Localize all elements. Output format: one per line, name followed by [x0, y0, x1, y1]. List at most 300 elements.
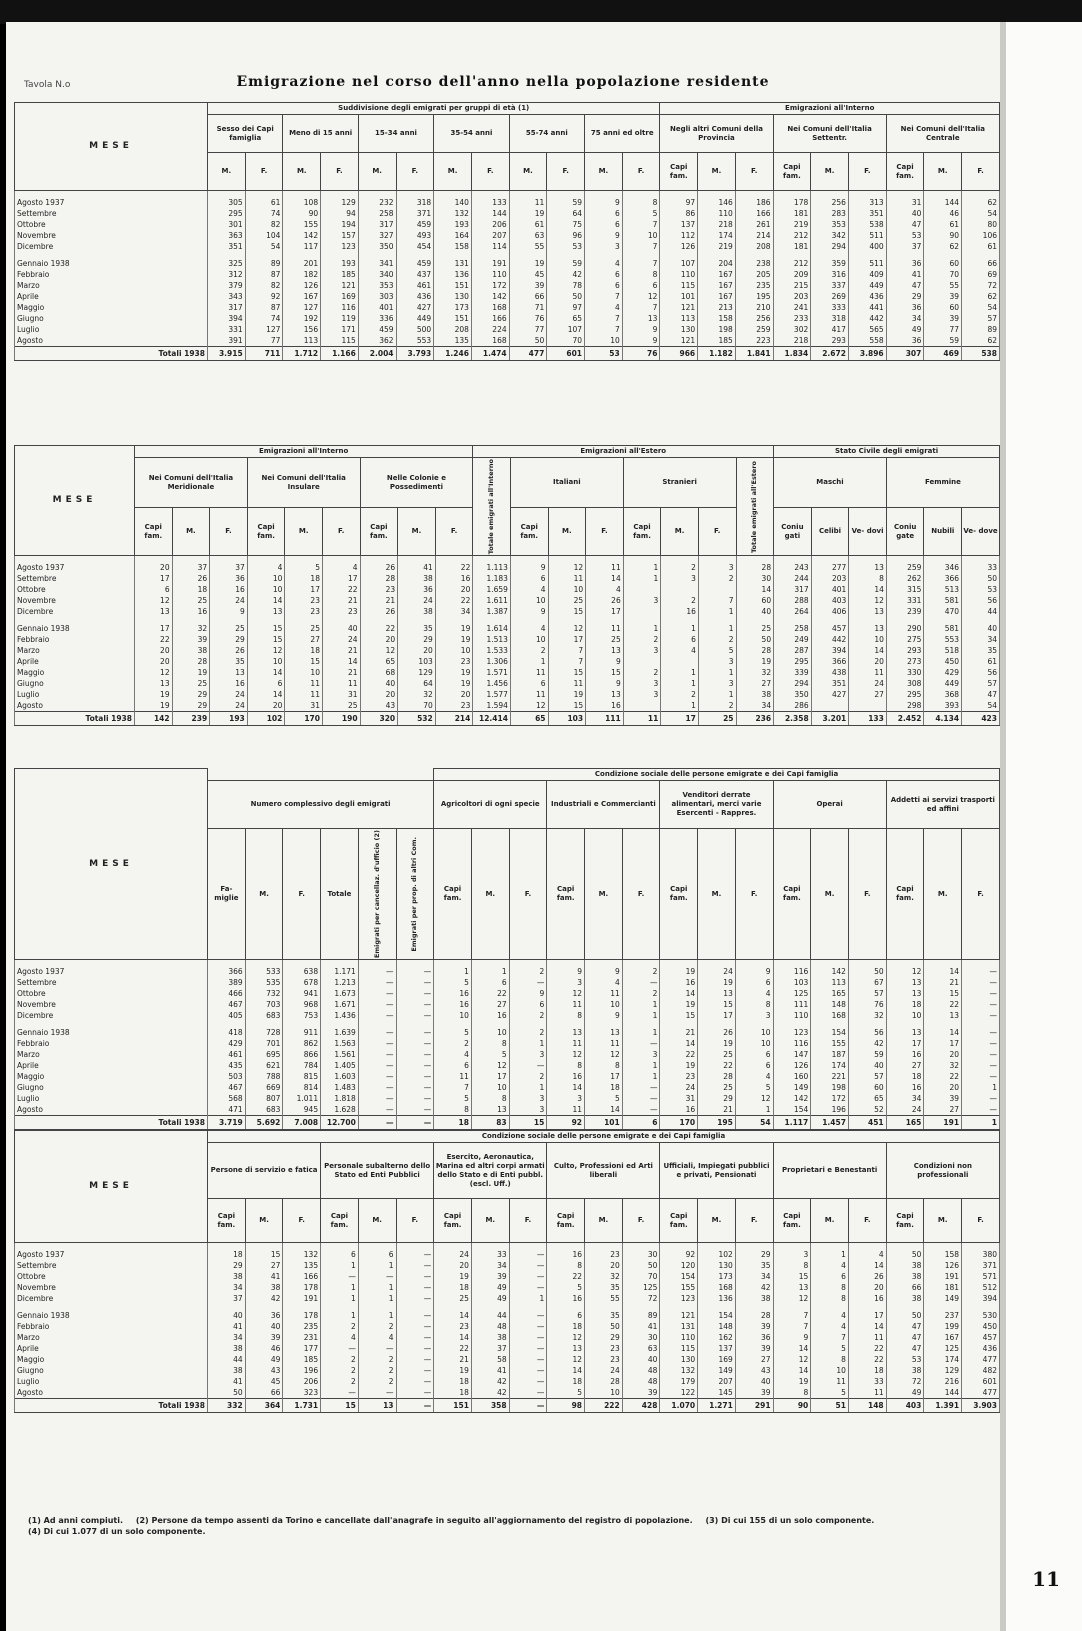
table-cell: 30: [622, 1332, 660, 1343]
table-cell: 16: [210, 584, 248, 595]
month-label: Dicembre: [15, 606, 135, 617]
table-cell: 41: [208, 1376, 246, 1387]
table-cell: 427: [811, 689, 849, 700]
table-cell: 1: [735, 1104, 773, 1116]
table-cell: 477: [962, 1387, 1000, 1399]
table-cell: 3.896: [848, 347, 886, 361]
table-cell: 57: [848, 988, 886, 999]
table-cell: 18: [434, 1116, 472, 1130]
month-label: Giugno: [15, 678, 135, 689]
table-cell: 203: [773, 291, 811, 302]
table-cell: —: [396, 1282, 434, 1293]
table-cell: 23: [434, 1321, 472, 1332]
table-cell: —: [396, 1376, 434, 1387]
table-cell: 405: [208, 1010, 246, 1021]
table-cell: 1.391: [924, 1399, 962, 1413]
table-row: [15, 302, 1000, 313]
table-cell: 32: [172, 623, 210, 634]
table-cell: 24: [322, 634, 360, 645]
table-cell: 9: [773, 1332, 811, 1343]
table-cell: 208: [434, 324, 472, 335]
table-cell: —: [622, 1082, 660, 1093]
subheader-cell: M.: [698, 153, 736, 191]
table-cell: 12: [510, 700, 548, 712]
table-cell: 17: [886, 1038, 924, 1049]
table-cell: 807: [245, 1093, 283, 1104]
table-cell: 37: [208, 1293, 246, 1304]
table-row: [15, 645, 1000, 656]
table-cell: 1.577: [473, 689, 511, 700]
table-cell: 74: [245, 313, 283, 324]
table-row: [15, 1387, 1000, 1399]
transport-header: Addetti ai servizi trasporti ed affini: [886, 781, 999, 829]
table-row: [15, 1282, 1000, 1293]
table-cell: 6: [661, 634, 699, 645]
table-cell: 7: [773, 1310, 811, 1321]
table-cell: 59: [848, 1049, 886, 1060]
subheader-cell: Capi fam.: [623, 508, 661, 556]
subheader-cell: M.: [172, 508, 210, 556]
table-cell: 170: [285, 712, 323, 726]
table-cell: —: [396, 1260, 434, 1271]
table-cell: 1.436: [321, 1010, 359, 1021]
table-cell: 41: [886, 269, 924, 280]
table-cell: 3.915: [208, 347, 246, 361]
table-cell: 132: [660, 1365, 698, 1376]
subheader-cell: F.: [283, 1199, 321, 1243]
table-row: [15, 667, 1000, 678]
table-cell: —: [396, 1365, 434, 1376]
table-cell: 34: [208, 1332, 246, 1343]
table-cell: 9: [622, 335, 660, 347]
table-cell: 2: [622, 960, 660, 978]
month-label: Giugno: [15, 1082, 208, 1093]
table-cell: 5: [547, 1282, 585, 1293]
table-cell: 449: [924, 678, 962, 689]
section-age-groups: [14, 102, 1000, 361]
table-cell: —: [396, 1343, 434, 1354]
table-cell: 427: [396, 302, 434, 313]
table-cell: 23: [322, 606, 360, 617]
table-cell: 7: [622, 258, 660, 269]
table-cell: 553: [924, 634, 962, 645]
table-cell: 10: [548, 584, 586, 595]
table-cell: 209: [773, 269, 811, 280]
subheader-cell: M.: [245, 829, 283, 960]
table-cell: —: [509, 1376, 547, 1387]
table-cell: 207: [471, 230, 509, 241]
table-cell: —: [962, 1038, 1000, 1049]
table-cell: 7: [434, 1082, 472, 1093]
table-cell: 442: [811, 634, 849, 645]
table-cell: [661, 584, 699, 595]
table-cell: 112: [660, 230, 698, 241]
table-cell: 50: [886, 1243, 924, 1261]
civil-status-header: Stato Civile degli emigrati: [774, 446, 1000, 458]
table-cell: 13: [135, 606, 173, 617]
table-cell: 168: [698, 1282, 736, 1293]
owners-header: Proprietari e Benestanti: [773, 1143, 886, 1199]
table-cell: 315: [886, 584, 924, 595]
blank-header: [208, 769, 434, 781]
table-cell: 61: [245, 191, 283, 209]
table-cell: 108: [283, 191, 321, 209]
table-cell: 172: [811, 1093, 849, 1104]
table-cell: 50: [208, 1387, 246, 1399]
table-cell: 121: [321, 280, 359, 291]
subheader-cell: Ve- dove: [962, 508, 1000, 556]
table-cell: 12: [849, 595, 887, 606]
table-cell: 130: [660, 324, 698, 335]
table-row: [15, 258, 1000, 269]
subheader-cell: Coniu gati: [774, 508, 812, 556]
table-cell: 366: [924, 573, 962, 584]
table-cell: 72: [886, 1376, 924, 1387]
table-cell: 6: [510, 573, 548, 584]
table-cell: 15: [773, 1271, 811, 1282]
table-cell: 51: [811, 1399, 849, 1413]
table-cell: —: [321, 1271, 359, 1282]
table-cell: 47: [886, 1343, 924, 1354]
table-cell: 13: [698, 988, 736, 999]
total-row: [15, 347, 1000, 361]
table-cell: 298: [886, 700, 924, 712]
table-cell: 15: [698, 999, 736, 1010]
table-cell: 19: [509, 208, 547, 219]
table-cell: 149: [924, 1293, 962, 1304]
table-cell: 8: [622, 191, 660, 209]
table-cell: [623, 606, 661, 617]
table-cell: 401: [358, 302, 396, 313]
table-cell: 63: [509, 230, 547, 241]
table-cell: 29: [208, 1260, 246, 1271]
table-cell: 103: [548, 712, 586, 726]
table-cell: 362: [358, 335, 396, 347]
table-cell: 2: [661, 595, 699, 606]
table-cell: 18: [208, 1243, 246, 1261]
table-cell: 565: [848, 324, 886, 335]
table-cell: 151: [434, 313, 472, 324]
table-cell: 9: [510, 606, 548, 617]
table-cell: 1.533: [473, 645, 511, 656]
table-cell: 110: [698, 208, 736, 219]
table-cell: 862: [283, 1038, 321, 1049]
table-row: [15, 634, 1000, 645]
table-cell: 20: [135, 645, 173, 656]
table-cell: 148: [848, 1399, 886, 1413]
subheader-cell: F.: [586, 508, 624, 556]
table-cell: 26: [698, 1027, 736, 1038]
table-row: [15, 291, 1000, 302]
subheader-cell: F.: [283, 829, 321, 960]
table-cell: 14: [660, 988, 698, 999]
table-cell: 6: [622, 280, 660, 291]
table-cell: 110: [660, 269, 698, 280]
table-cell: 553: [396, 335, 434, 347]
table-cell: [623, 584, 661, 595]
table-cell: 39: [924, 291, 962, 302]
table-cell: 25: [736, 623, 774, 634]
table-cell: 2: [434, 1038, 472, 1049]
table-cell: 123: [773, 1027, 811, 1038]
table-cell: 2: [321, 1321, 359, 1332]
table-cell: 14: [849, 645, 887, 656]
table-cell: 191: [471, 258, 509, 269]
month-label: Ottobre: [15, 584, 135, 595]
table-cell: 366: [811, 656, 849, 667]
table-cell: 35: [962, 645, 1000, 656]
table-cell: 1: [358, 1310, 396, 1321]
table-cell: 368: [924, 689, 962, 700]
table-cell: 259: [735, 324, 773, 335]
table-cell: 14: [848, 1321, 886, 1332]
month-label: Maggio: [15, 667, 135, 678]
footnote-2: (2) Persone da tempo assenti da Torino e cancellate dall'anagrafe in seguito all'aggiornamento del registro di popolazione.: [135, 1516, 693, 1525]
table-cell: 511: [848, 258, 886, 269]
table-cell: —: [622, 977, 660, 988]
table-cell: 50: [736, 634, 774, 645]
table-cell: 115: [660, 1343, 698, 1354]
table-cell: 40: [736, 606, 774, 617]
table-cell: 36: [886, 335, 924, 347]
table-cell: 107: [547, 324, 585, 335]
table-cell: 17: [698, 1010, 736, 1021]
table-cell: 70: [398, 700, 436, 712]
table-cell: 1.457: [811, 1116, 849, 1130]
table-cell: 244: [774, 573, 812, 584]
table-cell: 459: [396, 219, 434, 230]
table-cell: 38: [208, 1343, 246, 1354]
table-cell: 261: [735, 219, 773, 230]
table-cell: 122: [660, 1387, 698, 1399]
table-cell: 12: [247, 645, 285, 656]
table-cell: 25: [172, 678, 210, 689]
table-cell: 341: [358, 258, 396, 269]
table-cell: 239: [886, 606, 924, 617]
table-cell: 196: [811, 1104, 849, 1116]
table-cell: 70: [924, 269, 962, 280]
table-cell: 5.692: [245, 1116, 283, 1130]
table-cell: 1: [321, 1310, 359, 1321]
table-cell: 477: [962, 1354, 1000, 1365]
table-cell: —: [396, 1071, 434, 1082]
table-cell: 15: [548, 700, 586, 712]
table-cell: 323: [283, 1387, 321, 1399]
table-cell: 264: [774, 606, 812, 617]
month-label: Novembre: [15, 595, 135, 606]
table-cell: 295: [886, 689, 924, 700]
table-row: [15, 656, 1000, 667]
subheader-cell: M.: [471, 1199, 509, 1243]
table-cell: 17: [924, 1038, 962, 1049]
table-cell: —: [321, 1387, 359, 1399]
table-cell: 18: [434, 1376, 472, 1387]
table-cell: 1.166: [321, 347, 359, 361]
table-cell: 9: [210, 606, 248, 617]
table-cell: 70: [622, 1271, 660, 1282]
table-row: [15, 1293, 1000, 1304]
table-cell: 287: [774, 645, 812, 656]
table-cell: 16: [661, 606, 699, 617]
table-row: [15, 1343, 1000, 1354]
table-cell: 5: [698, 645, 736, 656]
table-cell: —: [358, 1271, 396, 1282]
table-cell: 18: [848, 1365, 886, 1376]
table-cell: 14: [434, 1332, 472, 1343]
table-cell: —: [509, 1354, 547, 1365]
table-cell: 111: [773, 999, 811, 1010]
table-cell: 54: [962, 208, 1000, 219]
table-row: [15, 280, 1000, 291]
table-cell: 16: [547, 1243, 585, 1261]
table-cell: 35: [398, 623, 436, 634]
page-number: 11: [1032, 1567, 1060, 1591]
table-cell: 167: [698, 291, 736, 302]
table-cell: 78: [547, 280, 585, 291]
table-cell: 11: [322, 678, 360, 689]
table-cell: 1: [509, 1038, 547, 1049]
table-cell: 815: [283, 1071, 321, 1082]
table-cell: 1: [622, 1071, 660, 1082]
table-cell: 295: [208, 208, 246, 219]
table-cell: 12: [135, 595, 173, 606]
table-cell: 125: [773, 988, 811, 999]
table-cell: 34: [735, 1271, 773, 1282]
table-cell: 40: [848, 1060, 886, 1071]
table-cell: 788: [245, 1071, 283, 1082]
table-cell: 47: [886, 1321, 924, 1332]
table-cell: 164: [434, 230, 472, 241]
table-cell: 16: [586, 700, 624, 712]
table-cell: 142: [773, 1093, 811, 1104]
footnote-1: (1) Ad anni compiuti.: [28, 1516, 124, 1525]
table-cell: 74: [245, 208, 283, 219]
table-cell: 62: [962, 335, 1000, 347]
table-cell: 19: [435, 623, 473, 634]
total-internal-label: Totale emigrati all'Interno: [487, 459, 496, 555]
table-cell: 325: [208, 258, 246, 269]
table-cell: 53: [547, 241, 585, 252]
table-cell: 470: [924, 606, 962, 617]
table-cell: 442: [848, 313, 886, 324]
table-cell: 178: [283, 1282, 321, 1293]
table-cell: 273: [886, 656, 924, 667]
subheader-cell: M.: [434, 153, 472, 191]
table-cell: 34: [208, 1282, 246, 1293]
table-cell: 351: [208, 241, 246, 252]
table-cell: 1: [623, 623, 661, 634]
month-label: Novembre: [15, 999, 208, 1010]
table-cell: 41: [398, 556, 436, 574]
table-cell: 76: [848, 999, 886, 1010]
table-cell: 231: [283, 1332, 321, 1343]
table-cell: 94: [321, 208, 359, 219]
table-cell: 26: [210, 645, 248, 656]
table-cell: 7: [622, 241, 660, 252]
table-cell: 40: [245, 1321, 283, 1332]
table-cell: 22: [471, 988, 509, 999]
table-cell: 168: [811, 1010, 849, 1021]
table-cell: 64: [398, 678, 436, 689]
table-cell: 10: [886, 1010, 924, 1021]
table-cell: 3: [509, 1093, 547, 1104]
table-cell: 24: [698, 960, 736, 978]
table-cell: 236: [736, 712, 774, 726]
table-cell: 17: [322, 573, 360, 584]
table-cell: 4: [585, 977, 623, 988]
table-cell: 2: [509, 1027, 547, 1038]
table-cell: 14: [585, 1104, 623, 1116]
table-cell: 393: [924, 700, 962, 712]
table-cell: 8: [471, 1093, 509, 1104]
table-cell: 110: [471, 269, 509, 280]
subheader-cell: Capi fam.: [321, 1199, 359, 1243]
table-cell: 457: [962, 1332, 1000, 1343]
table-cell: 31: [285, 700, 323, 712]
table-cell: 57: [962, 678, 1000, 689]
table-cell: 50: [585, 1321, 623, 1332]
table-cell: —: [396, 1093, 434, 1104]
table-cell: 14: [247, 667, 285, 678]
table-cell: 204: [698, 258, 736, 269]
document-page: [6, 22, 1000, 1631]
month-label: Settembre: [15, 977, 208, 988]
month-label: Gennaio 1938: [15, 258, 208, 269]
subheader-cell: F.: [848, 829, 886, 960]
subheader-cell: F.: [962, 829, 1000, 960]
table-cell: 2: [509, 1071, 547, 1082]
table-cell: —: [358, 999, 396, 1010]
month-label: Dicembre: [15, 1010, 208, 1021]
table-cell: 11: [285, 689, 323, 700]
table-cell: 40: [962, 623, 1000, 634]
subheader-cell: M.: [811, 829, 849, 960]
table-cell: 3: [773, 1243, 811, 1261]
table-cell: 9: [547, 960, 585, 978]
table-cell: 149: [773, 1082, 811, 1093]
table-cell: 11: [434, 1071, 472, 1082]
table-cell: —: [396, 1027, 434, 1038]
table-cell: 243: [774, 556, 812, 574]
table-cell: 232: [358, 191, 396, 209]
table-cell: 17: [135, 623, 173, 634]
subheader-cell: F.: [321, 153, 359, 191]
month-label: Agosto 1937: [15, 191, 208, 209]
table-cell: 224: [471, 324, 509, 335]
table-cell: 219: [698, 241, 736, 252]
table-cell: 5: [735, 1082, 773, 1093]
table-cell: 41: [622, 1321, 660, 1332]
table-cell: 10: [735, 1038, 773, 1049]
table-cell: 317: [358, 219, 396, 230]
subheader-cell: Nubili: [924, 508, 962, 556]
table-external-civil: [14, 445, 1000, 726]
table-cell: 8: [773, 1260, 811, 1271]
subheader-cell: F.: [622, 829, 660, 960]
table-cell: 195: [735, 291, 773, 302]
table-cell: 911: [283, 1027, 321, 1038]
table-cell: 35: [210, 656, 248, 667]
table-cell: 11: [548, 573, 586, 584]
table-cell: 29: [886, 291, 924, 302]
table-cell: 12: [886, 960, 924, 978]
table-cell: 15: [586, 667, 624, 678]
month-label: Aprile: [15, 1060, 208, 1071]
table-cell: 18: [172, 584, 210, 595]
subheader-cell: Ve- dovi: [849, 508, 887, 556]
table-cell: 2: [661, 689, 699, 700]
table-cell: 4: [510, 623, 548, 634]
